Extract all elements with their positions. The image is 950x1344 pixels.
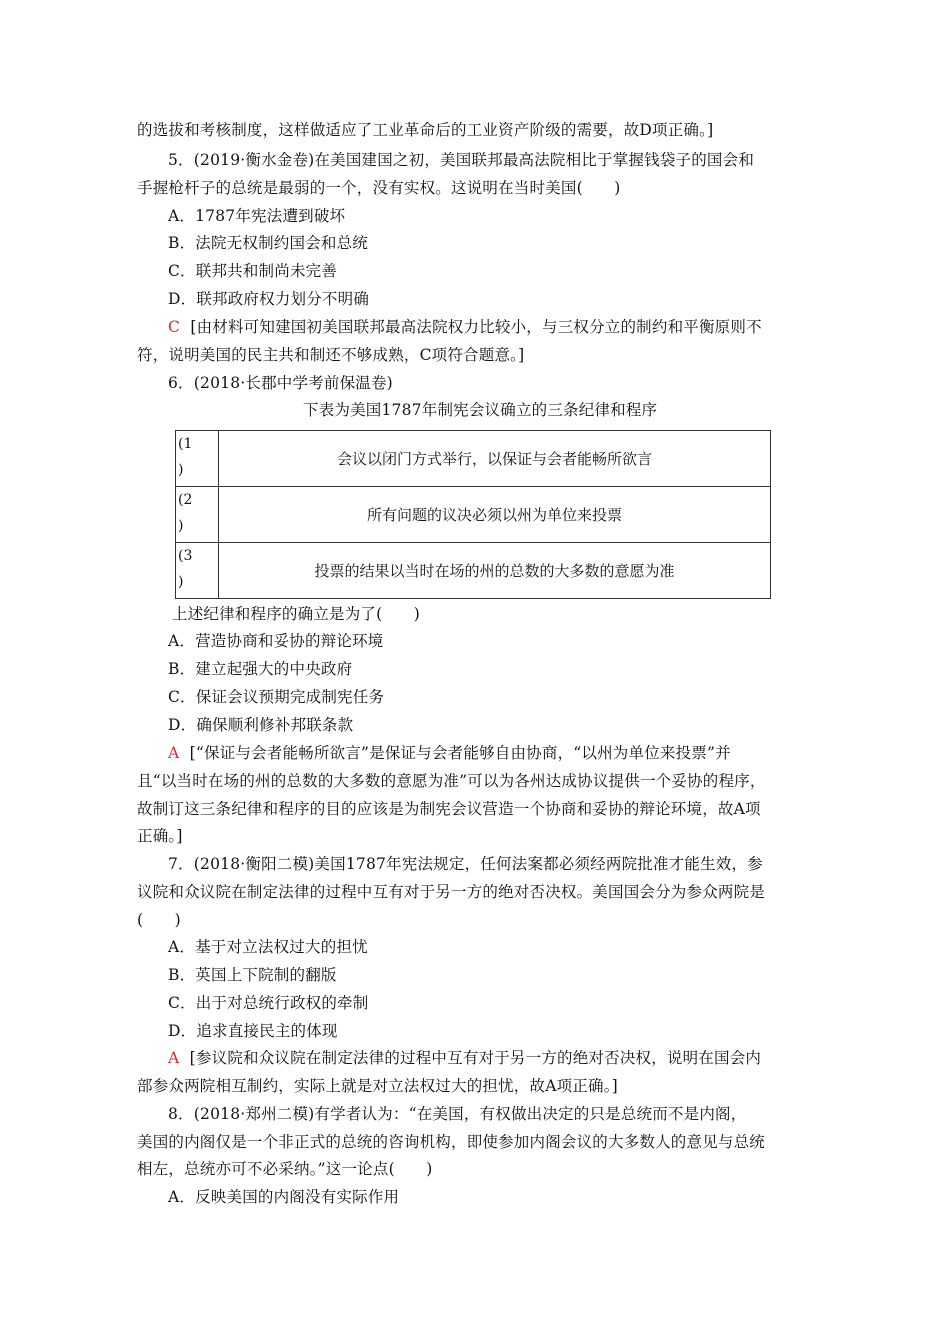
q6-explanation-text: [“保证与会者能畅所欲言”是保证与会者能够自由协商，“以州为单位来投票”并 (189, 744, 731, 762)
row-text: 投票的结果以当时在场的州的总数的大多数的意愿为准 (219, 543, 771, 599)
q5-option-c: C．联邦共和制尚未完善 (168, 262, 338, 280)
q6-explanation-line-3: 故制订这三条纪律和程序的目的应该是为制宪会议营造一个协商和妥协的辩论环境，故A项 (137, 800, 761, 818)
q5-stem-line-1: 5．(2019·衡水金卷)在美国建国之初，美国联邦最高法院相比于掌握钱袋子的国会和 (168, 151, 755, 169)
q7-stem-line-3: ( ) (137, 911, 181, 929)
q6-option-a: A．营造协商和妥协的辩论环境 (168, 632, 384, 650)
q6-explanation-line-2: 且“以当时在场的州的总数的大多数的意愿为准”可以为各州达成协议提供一个妥协的程序， (137, 772, 766, 790)
q8-option-a: A．反映美国的内阁没有实际作用 (168, 1188, 400, 1206)
q6-answer-letter: A (168, 744, 180, 762)
row-number: (3 ) (176, 543, 219, 599)
row-text: 所有问题的议决必须以州为单位来投票 (219, 487, 771, 543)
q7-stem-line-2: 议院和众议院在制定法律的过程中互有对于另一方的绝对否决权。美国国会分为参众两院是 (137, 883, 766, 901)
q6-option-c: C．保证会议预期完成制宪任务 (168, 688, 385, 706)
intro-line: 的选拔和考核制度，这样做适应了工业革命后的工业资产阶级的需要，故D项正确。] (137, 121, 714, 139)
q5-stem-line-2: 手握枪杆子的总统是最弱的一个，没有实权。这说明在当时美国( ) (137, 179, 621, 197)
q5-option-a: A．1787年宪法遭到破坏 (168, 207, 346, 225)
q7-explanation-line-1 (168, 1048, 761, 1068)
q5-option-b: B．法院无权制约国会和总统 (168, 234, 368, 252)
table-row (176, 431, 771, 487)
q7-stem-line-1: 7．(2018·衡阳二模)美国1787年宪法规定，任何法案都必须经两院批准才能生效，参 (168, 855, 763, 873)
row-number: (1 ) (176, 431, 219, 487)
q7-option-b: B．英国上下院制的翻版 (168, 966, 337, 984)
rules-table (175, 430, 771, 599)
q8-stem-line-2: 美国的内阁仅是一个非正式的总统的咨询机构，即使参加内阁会议的大多数人的意见与总统 (137, 1133, 766, 1151)
table-row (176, 543, 771, 599)
q5-explanation-line-1 (168, 317, 762, 337)
q6-stem-line-1: 6．(2018·长郡中学考前保温卷) (168, 374, 393, 392)
q6-explanation-line-4: 正确。] (137, 827, 183, 845)
q7-option-c: C．出于对总统行政权的牵制 (168, 994, 369, 1012)
q7-explanation-line-2: 部参众两院相互制约，实际上就是对立法权过大的担忧，故A项正确。] (137, 1077, 618, 1095)
q5-explanation-text: [由材料可知建国初美国联邦最高法院权力比较小，与三权分立的制约和平衡原则不 (190, 318, 762, 336)
q7-answer-letter: A (168, 1049, 180, 1067)
q6-option-d: D．确保顺利修补邦联条款 (168, 716, 354, 734)
q7-option-a: A．基于对立法权过大的担忧 (168, 938, 368, 956)
q5-answer-letter: C (168, 318, 181, 336)
q6-explanation-line-1 (168, 743, 731, 763)
q5-option-d: D．联邦政府权力划分不明确 (168, 290, 370, 308)
q7-explanation-text: [参议院和众议院在制定法律的过程中互有对于另一方的绝对否决权，说明在国会内 (189, 1049, 762, 1067)
table-row (176, 487, 771, 543)
q8-stem-line-3: 相左，总统亦可不必采纳。”这一论点( ) (137, 1160, 433, 1178)
q6-stem-line-2: 上述纪律和程序的确立是为了( ) (172, 605, 420, 623)
row-number: (2 ) (176, 487, 219, 543)
row-text: 会议以闭门方式举行，以保证与会者能畅所欲言 (219, 431, 771, 487)
q7-option-d: D．追求直接民主的体现 (168, 1022, 338, 1040)
q5-explanation-line-2: 符，说明美国的民主共和制还不够成熟，C项符合题意。] (137, 346, 525, 364)
q6-option-b: B．建立起强大的中央政府 (168, 660, 353, 678)
q8-stem-line-1: 8．(2018·郑州二模)有学者认为：“在美国，有权做出决定的只是总统而不是内阁， (168, 1105, 747, 1123)
table-caption: 下表为美国1787年制宪会议确立的三条纪律和程序 (303, 401, 658, 419)
